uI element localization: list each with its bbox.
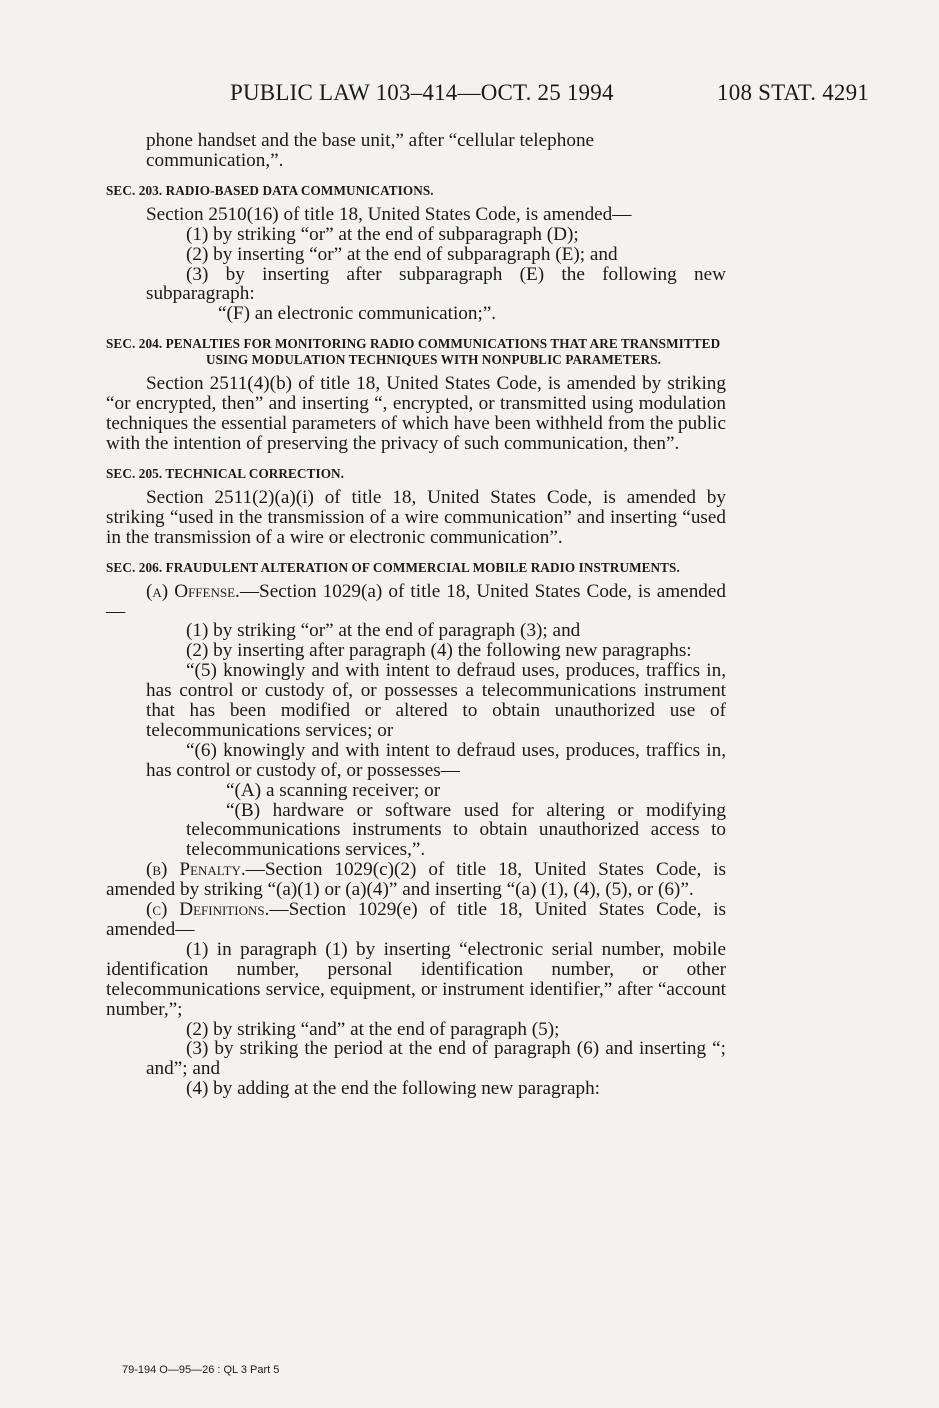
- subsection-b-label: (b) Penalty.: [146, 859, 246, 881]
- stat-citation: 108 STAT. 4291: [717, 80, 869, 105]
- section-204-heading: [106, 336, 726, 368]
- subsection-b: [106, 860, 726, 900]
- subsection-c: [106, 900, 726, 940]
- intro-line-1: phone handset and the base unit,” after “cellular telephone: [146, 130, 595, 151]
- section-204-paragraph: Section 2511(4)(b) of title 18, United States Code, is amended by striking “or encrypted, then” and inserting “, encrypted, or transmitted using modulation techniques the essential parameters of which have been withheld from the public with the intention of preserving the privacy of such communication, then”.: [106, 373, 726, 454]
- quoted-subparagraph-a: “(A) a scanning receiver; or: [226, 779, 441, 801]
- subsection-a-text: —Section 1029(a) of title 18, United States Code, is amended—: [106, 580, 726, 622]
- section-203-paragraph: Section 2510(16) of title 18, United States Code, is amended—: [146, 203, 632, 225]
- section-206-heading-text: SEC. 206. FRAUDULENT ALTERATION OF COMMERCIAL MOBILE RADIO INSTRUMENTS.: [106, 559, 680, 575]
- section-203-item-2: (2) by inserting “or” at the end of subparagraph (E); and: [186, 243, 618, 265]
- print-job-footer: 79-194 O—95—26 : QL 3 Part 5: [122, 1364, 280, 1376]
- section-203-item-1: (1) by striking “or” at the end of subparagraph (D);: [186, 223, 579, 245]
- subsection-a-label: (a) Offense.: [146, 580, 240, 602]
- subsection-a-item-2: (2) by inserting after paragraph (4) the following new paragraphs:: [186, 640, 692, 662]
- quoted-paragraph-5: “(5) knowingly and with intent to defraud uses, produces, traffics in, has control or custody of, or possesses a telecommunications instrument that has been modified or altered to obtain unauthorized use of telecommunications services; or: [146, 660, 726, 741]
- section-206-heading: [106, 560, 726, 576]
- subsection-a: [106, 582, 726, 622]
- public-law-title: PUBLIC LAW 103–414—OCT. 25 1994: [230, 80, 614, 105]
- subsection-c-text: —Section 1029(e) of title 18, United States Code, is amended—: [106, 899, 726, 940]
- section-203-heading: SEC. 203. RADIO-BASED DATA COMMUNICATIONS.: [106, 182, 434, 198]
- section-205-heading: SEC. 205. TECHNICAL CORRECTION.: [106, 465, 345, 481]
- quoted-subparagraph-b: “(B) hardware or software used for altering or modifying telecommunications instruments to obtain unauthorized access to telecommunications services,”.: [186, 799, 726, 861]
- subsection-a-item-1: (1) by striking “or” at the end of paragraph (3); and: [186, 620, 581, 642]
- subsection-c-item-4: (4) by adding at the end the following new paragraph:: [186, 1078, 601, 1100]
- subsection-c-item-1: (1) in paragraph (1) by inserting “electronic serial number, mobile identification number, personal identification number, or other telecommunications service, equipment, or instrument identifier,” after “account number,”;: [106, 938, 726, 1020]
- section-204-heading-text: SEC. 204. PENALTIES FOR MONITORING RADIO COMMUNICATIONS THAT ARE TRANSMITTED USING MODULATION TECHNIQUES WITH NONPUBLIC PARAMETERS.: [106, 336, 721, 368]
- section-203-quote: “(F) an electronic communication;”.: [218, 303, 497, 325]
- subsection-c-item-3: (3) by striking the period at the end of paragraph (6) and inserting “; and”; and: [146, 1038, 726, 1080]
- subsection-c-label: (c) Definitions.: [146, 899, 270, 921]
- document-body: [106, 131, 726, 1099]
- subsection-c-item-2: (2) by striking “and” at the end of paragraph (5);: [186, 1018, 560, 1040]
- section-203-item-3: (3) by inserting after subparagraph (E) the following new subparagraph:: [146, 263, 726, 305]
- section-205-paragraph: Section 2511(2)(a)(i) of title 18, United States Code, is amended by striking “used in the transmission of a wire communication” and inserting “used in the transmission of a wire or electronic communication”.: [106, 486, 726, 548]
- quoted-paragraph-6: “(6) knowingly and with intent to defraud uses, produces, traffics in, has control or custody of, or possesses—: [146, 739, 726, 781]
- intro-line-2: communication,”.: [146, 149, 284, 171]
- subsection-b-text: —Section 1029(c)(2) of title 18, United States Code, is amended by striking “(a)(1) or (a)(4)” and inserting “(a) (1), (4), (5), or (6)”.: [106, 859, 726, 901]
